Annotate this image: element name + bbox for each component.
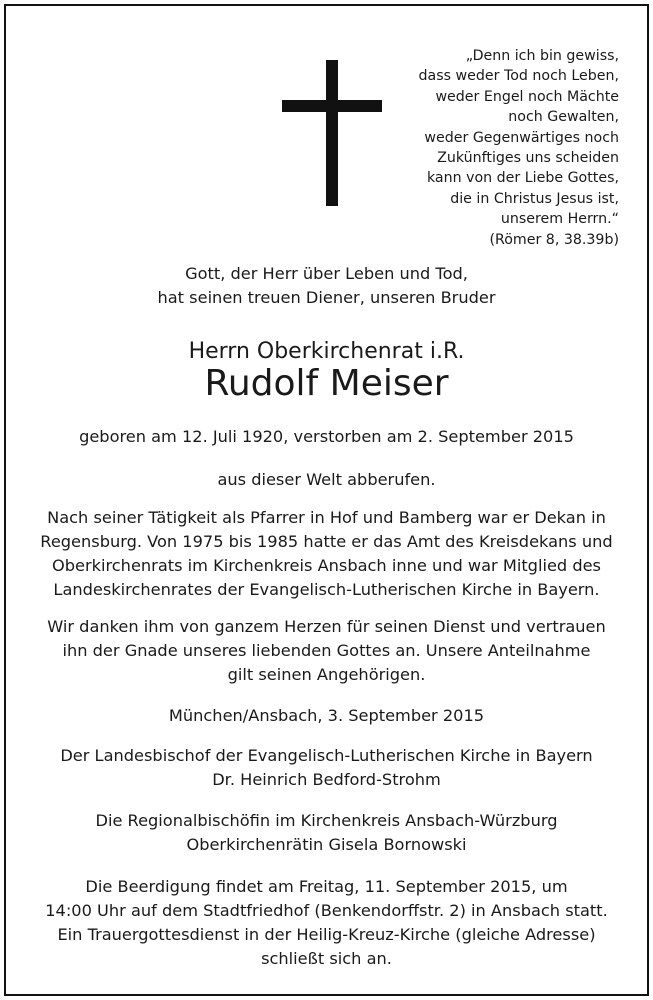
life-dates [6, 425, 647, 449]
cross-vertical-bar [326, 60, 338, 206]
biography-line: Oberkirchenrats im Kirchenkreis Ansbach inne und war Mitglied des [51, 556, 601, 575]
verse-line: weder Engel noch Mächte [435, 88, 619, 105]
deceased-title: Herrn Oberkirchenrat i.R. [188, 339, 465, 364]
obituary-content [6, 6, 647, 994]
signatory-role: Die Regionalbischöfin im Kirchenkreis Ansbach-Würzburg [95, 811, 558, 830]
funeral-line: Die Beerdigung findet am Freitag, 11. September 2015, um [85, 877, 568, 896]
biography-line: Landeskirchenrates der Evangelisch-Lutherischen Kirche in Bayern. [53, 580, 600, 599]
signatory-regional-bishop [6, 809, 647, 857]
verse-line: die in Christus Jesus ist, [450, 190, 619, 207]
place-date [6, 704, 647, 728]
thanks-line: Wir danken ihm von ganzem Herzen für seinen Dienst und vertrauen [47, 617, 606, 636]
signatory-role: Der Landesbischof der Evangelisch-Lutherischen Kirche in Bayern [60, 746, 593, 765]
intro-line: Gott, der Herr über Leben und Tod, [185, 264, 468, 283]
signatory-bishop [6, 744, 647, 792]
called-line: aus dieser Welt abberufen. [217, 470, 436, 489]
funeral-line: Ein Trauergottesdienst in der Heilig-Kreuz-Kirche (gleiche Adresse) [57, 925, 596, 944]
obituary-frame [4, 4, 649, 996]
verse-line: weder Gegenwärtiges noch [424, 129, 619, 146]
verse-line: „Denn ich bin gewiss, [465, 48, 619, 64]
signatory-name: Oberkirchenrätin Gisela Bornowski [186, 835, 467, 854]
verse-line: noch Gewalten, [508, 109, 619, 126]
called-text [6, 468, 647, 492]
thanks-text [6, 615, 647, 687]
funeral-line: schließt sich an. [261, 949, 392, 968]
signatory-name: Dr. Heinrich Bedford-Strohm [212, 770, 441, 789]
verse-line: dass weder Tod noch Leben, [418, 68, 619, 85]
life-dates-line: geboren am 12. Juli 1920, verstorben am 2. September 2015 [79, 427, 574, 446]
biography [6, 506, 647, 602]
thanks-line: ihn der Gnade unseres liebenden Gottes an. Unsere Anteilnahme [62, 641, 591, 660]
intro-text [6, 262, 647, 310]
biography-line: Nach seiner Tätigkeit als Pfarrer in Hof und Bamberg war er Dekan in [47, 508, 606, 527]
biography-line: Regensburg. Von 1975 bis 1985 hatte er das Amt des Kreisdekans und [40, 532, 613, 551]
verse-line: unserem Herrn.“ [500, 211, 619, 228]
intro-line: hat seinen treuen Diener, unseren Bruder [157, 288, 496, 307]
bible-verse [359, 46, 619, 250]
funeral-line: 14:00 Uhr auf dem Stadtfriedhof (Benkendorffstr. 2) in Ansbach statt. [45, 901, 608, 920]
place-date-line: München/Ansbach, 3. September 2015 [168, 706, 485, 725]
verse-line: kann von der Liebe Gottes, [426, 170, 619, 187]
funeral-info [6, 875, 647, 971]
verse-line: Zukünftiges uns scheiden [437, 150, 619, 167]
deceased-name: Rudolf Meiser [204, 363, 449, 404]
verse-reference: (Römer 8, 38.39b) [489, 231, 619, 248]
thanks-line: gilt seinen Angehörigen. [227, 665, 426, 684]
